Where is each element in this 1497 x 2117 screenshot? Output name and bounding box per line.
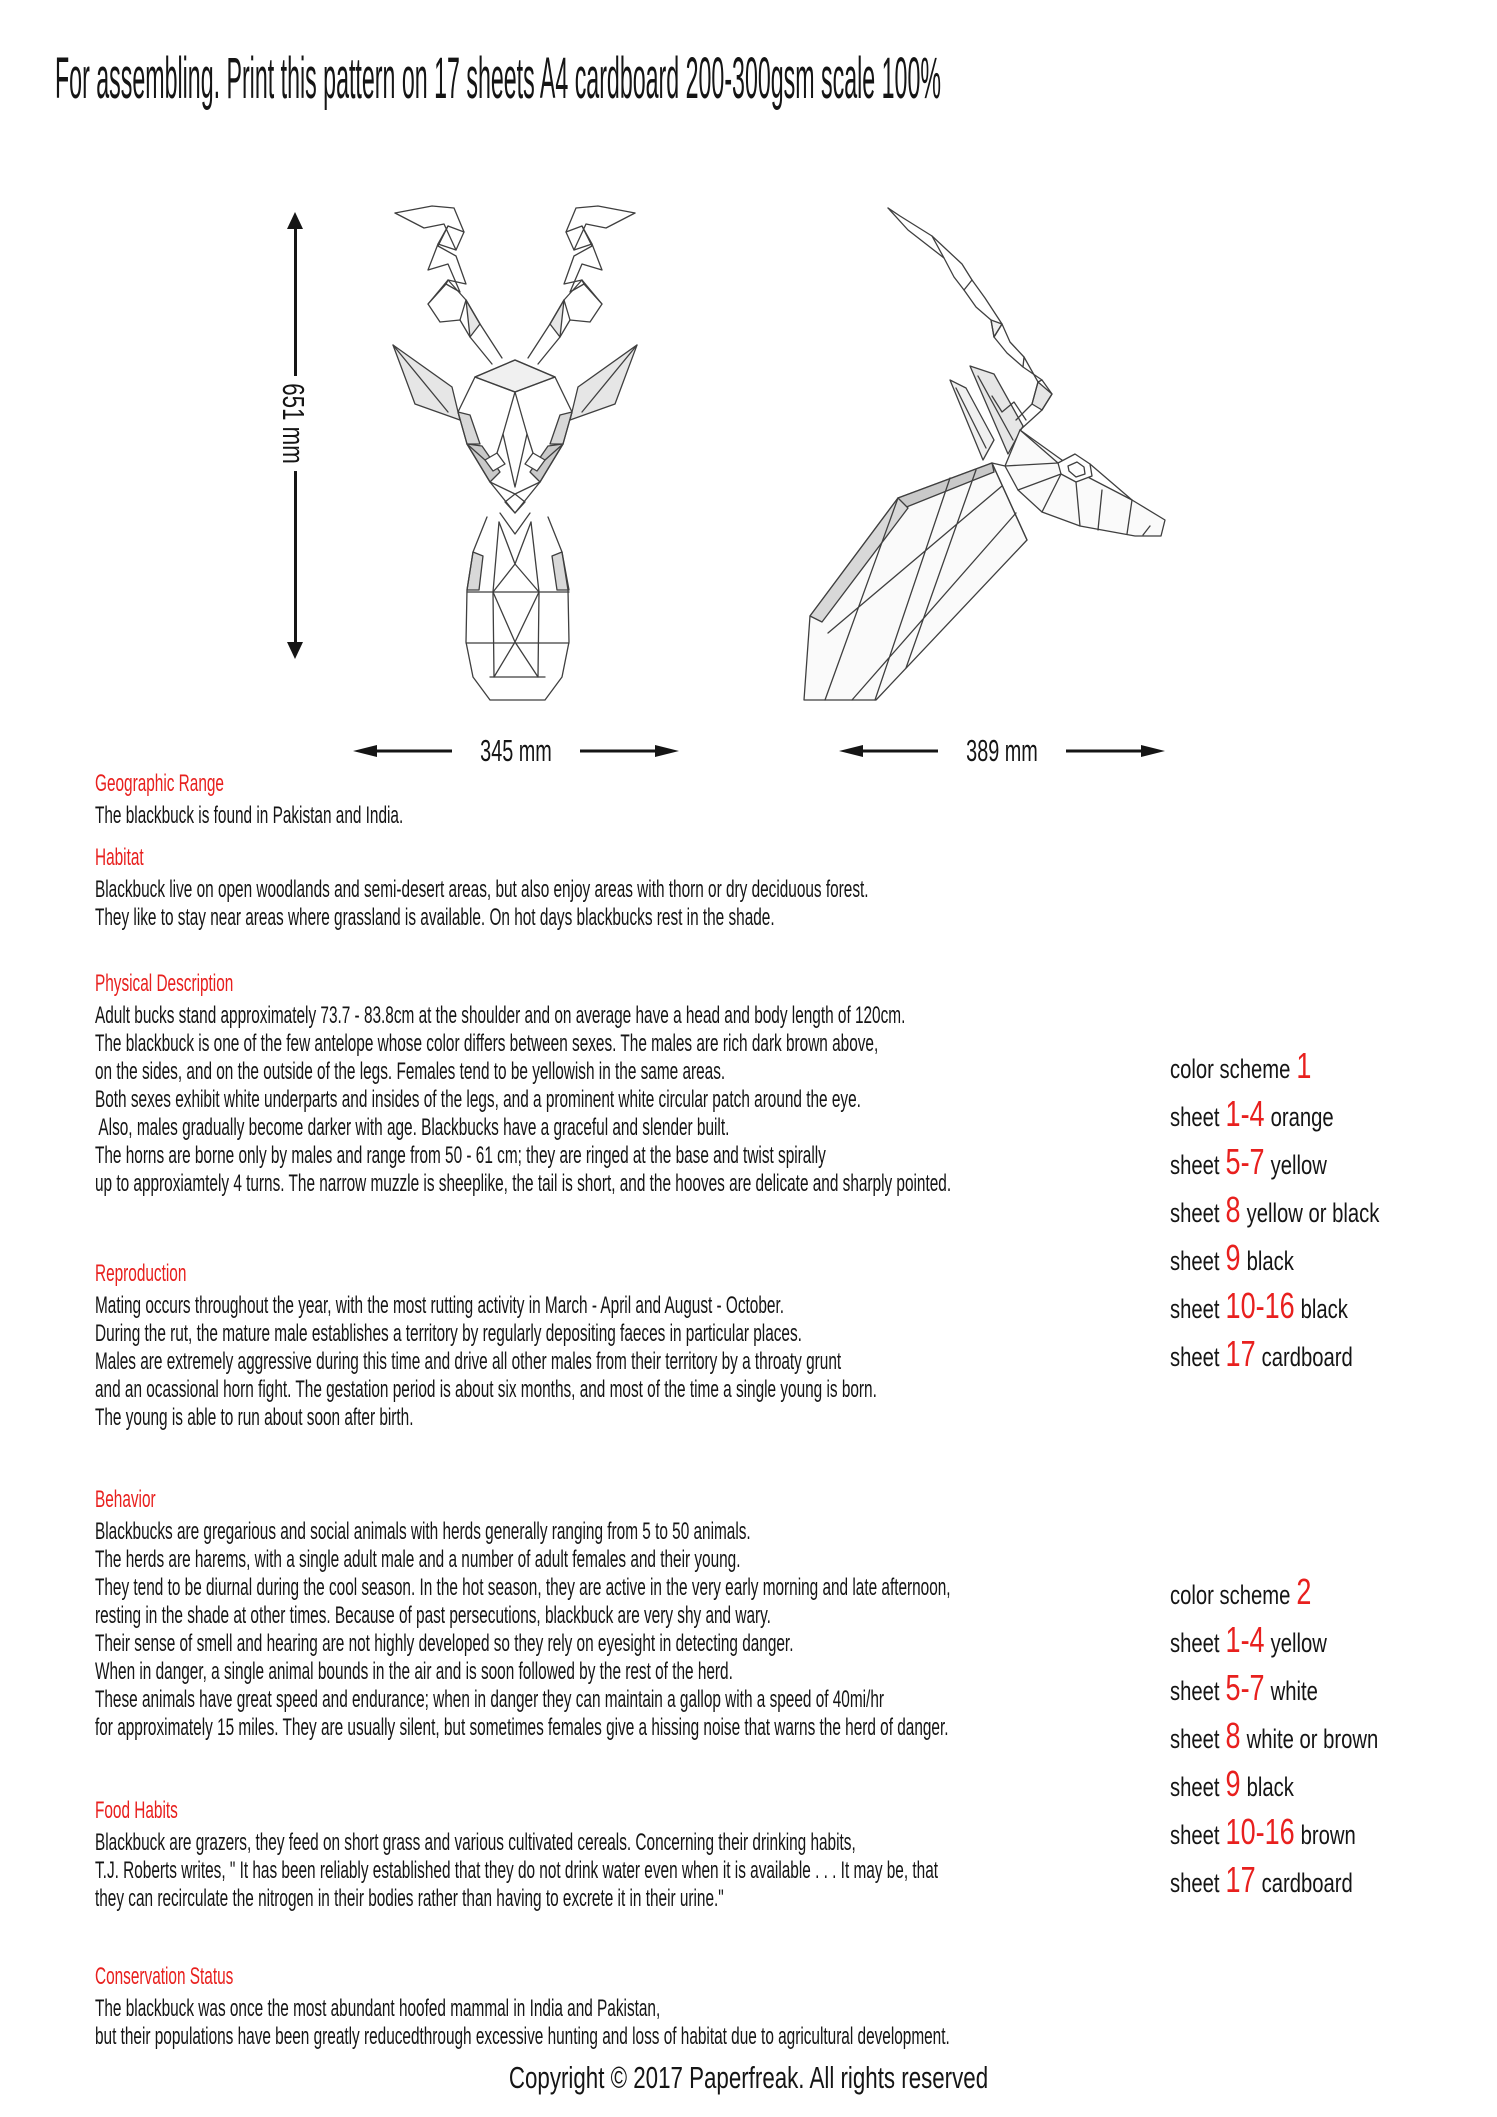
blackbuck-side-view-illustration bbox=[780, 168, 1190, 708]
color-scheme-row bbox=[1170, 1616, 1497, 1664]
section-text-line: The blackbuck is one of the few antelope whose color differs between sexes. The males are rich dark brown above, bbox=[95, 1030, 879, 1057]
sheet-number: 10-16 bbox=[1225, 1285, 1295, 1326]
color-scheme-title bbox=[1170, 1568, 1497, 1616]
info-section bbox=[95, 770, 1247, 830]
sheet-color-value: white or brown bbox=[1246, 1724, 1379, 1754]
copyright: Copyright © 2017 Paperfreak. All rights reserved bbox=[508, 2060, 989, 2095]
sheet-color-value: black bbox=[1246, 1246, 1294, 1276]
color-scheme-label: color scheme bbox=[1170, 1580, 1291, 1610]
section-text-line: During the rut, the mature male establishes a territory by regularly depositing faeces in particular places. bbox=[95, 1320, 802, 1347]
sheet-word: sheet bbox=[1170, 1342, 1220, 1372]
info-section bbox=[95, 1260, 1247, 1432]
sheet-word: sheet bbox=[1170, 1198, 1220, 1228]
section-text-line: Adult bucks stand approximately 73.7 - 83.8cm at the shoulder and on average have a head and body length of 120cm. bbox=[95, 1002, 906, 1029]
sheet-word: sheet bbox=[1170, 1772, 1220, 1802]
section-text-line: They like to stay near areas where grassland is available. On hot days blackbucks rest in the shade. bbox=[95, 904, 775, 931]
color-scheme-2 bbox=[1170, 1568, 1497, 1904]
front-width-dimension bbox=[352, 733, 680, 769]
section-text-line: When in danger, a single animal bounds in the air and is soon followed by the rest of the herd. bbox=[95, 1658, 733, 1685]
info-section bbox=[95, 1963, 1247, 2051]
section-text-line: Blackbuck are grazers, they feed on short grass and various cultivated cereals. Concerning their drinking habits, bbox=[95, 1829, 856, 1856]
sheet-number: 5-7 bbox=[1225, 1141, 1265, 1182]
arrow-up-icon bbox=[287, 212, 303, 229]
color-scheme-title bbox=[1170, 1042, 1497, 1090]
sheet-word: sheet bbox=[1170, 1676, 1220, 1706]
blackbuck-front-view-illustration bbox=[320, 172, 680, 702]
color-scheme-row bbox=[1170, 1712, 1497, 1760]
sheet-number: 1-4 bbox=[1225, 1093, 1265, 1134]
section-text-line: The herds are harems, with a single adult male and a number of adult females and their young. bbox=[95, 1546, 741, 1573]
info-section bbox=[95, 1797, 1247, 1913]
sheet-word: sheet bbox=[1170, 1868, 1220, 1898]
color-scheme-row bbox=[1170, 1330, 1497, 1378]
sheet-color-value: cardboard bbox=[1261, 1342, 1353, 1372]
sheet-word: sheet bbox=[1170, 1724, 1220, 1754]
color-scheme-row bbox=[1170, 1282, 1497, 1330]
color-scheme-row bbox=[1170, 1760, 1497, 1808]
section-text-line: Mating occurs throughout the year, with the most rutting activity in March - April and August - October. bbox=[95, 1292, 784, 1319]
color-scheme-label: color scheme bbox=[1170, 1054, 1291, 1084]
arrow-right-icon bbox=[1066, 742, 1166, 760]
sheet-word: sheet bbox=[1170, 1246, 1220, 1276]
height-dimension-label: 651 mm bbox=[272, 376, 314, 471]
section-text-line: for approximately 15 miles. They are usually silent, but sometimes females give a hissing noise that warns the herd of danger. bbox=[95, 1714, 949, 1741]
sheet-word: sheet bbox=[1170, 1102, 1220, 1132]
sheet-color-value: cardboard bbox=[1261, 1868, 1353, 1898]
color-scheme-row bbox=[1170, 1138, 1497, 1186]
section-text-line: they can recirculate the nitrogen in their bodies rather than having to excrete it in their urine." bbox=[95, 1885, 724, 1912]
info-sections bbox=[95, 770, 1247, 2051]
sheet-number: 5-7 bbox=[1225, 1667, 1265, 1708]
color-scheme-1 bbox=[1170, 1042, 1497, 1378]
section-text-line: and an ocassional horn fight. The gestation period is about six months, and most of the time a single young is born. bbox=[95, 1376, 877, 1403]
page-title: For assembling. Print this pattern on 17 sheets A4 cardboard 200-300gsm scale 100% bbox=[55, 46, 941, 111]
sheet-word: sheet bbox=[1170, 1294, 1220, 1324]
section-text-line: Males are extremely aggressive during this time and drive all other males from their territory by a throaty grunt bbox=[95, 1348, 842, 1375]
sheet-color-value: yellow bbox=[1270, 1628, 1327, 1658]
section-text-line: They tend to be diurnal during the cool season. In the hot season, they are active in the very early morning and late afternoon, bbox=[95, 1574, 951, 1601]
sheet-word: sheet bbox=[1170, 1820, 1220, 1850]
color-scheme-number: 2 bbox=[1296, 1571, 1312, 1612]
section-heading: Physical Description bbox=[95, 970, 234, 997]
color-scheme-row bbox=[1170, 1856, 1497, 1904]
arrow-right-icon bbox=[580, 742, 680, 760]
sheet-color-value: orange bbox=[1270, 1102, 1334, 1132]
sheet-color-value: black bbox=[1246, 1772, 1294, 1802]
front-width-label: 345 mm bbox=[480, 733, 552, 768]
section-text-line: Also, males gradually become darker with age. Blackbucks have a graceful and slender built. bbox=[95, 1114, 730, 1141]
section-text-line: Blackbucks are gregarious and social animals with herds generally ranging from 5 to 50 animals. bbox=[95, 1518, 751, 1545]
sheet-number: 8 bbox=[1225, 1715, 1241, 1756]
sheet-word: sheet bbox=[1170, 1628, 1220, 1658]
info-section bbox=[95, 844, 1247, 932]
section-heading: Conservation Status bbox=[95, 1963, 234, 1990]
section-text-line: on the sides, and on the outside of the legs. Females tend to be yellowish in the same areas. bbox=[95, 1058, 726, 1085]
color-scheme-row bbox=[1170, 1808, 1497, 1856]
section-text-line: The horns are borne only by males and range from 50 - 61 cm; they are ringed at the base and twist spirally bbox=[95, 1142, 826, 1169]
color-scheme-row bbox=[1170, 1234, 1497, 1282]
sheet-number: 17 bbox=[1225, 1859, 1256, 1900]
sheet-color-value: black bbox=[1300, 1294, 1348, 1324]
sheet-number: 8 bbox=[1225, 1189, 1241, 1230]
sheet-number: 17 bbox=[1225, 1333, 1256, 1374]
section-text-line: These animals have great speed and endurance; when in danger they can maintain a gallop with a speed of 40mi/hr bbox=[95, 1686, 884, 1713]
section-heading: Reproduction bbox=[95, 1260, 187, 1287]
info-section bbox=[95, 1486, 1247, 1742]
sheet-color-value: yellow or black bbox=[1246, 1198, 1380, 1228]
sheet-color-value: yellow bbox=[1270, 1150, 1327, 1180]
color-scheme-number: 1 bbox=[1296, 1045, 1312, 1086]
sheet-number: 9 bbox=[1225, 1237, 1241, 1278]
sheet-number: 10-16 bbox=[1225, 1811, 1295, 1852]
section-text-line: up to approxiamtely 4 turns. The narrow muzzle is sheeplike, the tail is short, and the hooves are delicate and sharply pointed. bbox=[95, 1170, 952, 1197]
side-width-label: 389 mm bbox=[966, 733, 1038, 768]
section-text-line: resting in the shade at other times. Because of past persecutions, blackbuck are very shy and wary. bbox=[95, 1602, 771, 1629]
sheet-number: 1-4 bbox=[1225, 1619, 1265, 1660]
arrow-left-icon bbox=[838, 742, 938, 760]
color-scheme-row bbox=[1170, 1186, 1497, 1234]
sheet-number: 9 bbox=[1225, 1763, 1241, 1804]
section-text-line: Both sexes exhibit white underparts and insides of the legs, and a prominent white circular patch around the eye. bbox=[95, 1086, 861, 1113]
section-heading: Geographic Range bbox=[95, 770, 224, 797]
section-text-line: The blackbuck is found in Pakistan and India. bbox=[95, 802, 404, 829]
section-heading: Habitat bbox=[95, 844, 144, 871]
section-text-line: Their sense of smell and hearing are not highly developed so they rely on eyesight in detecting danger. bbox=[95, 1630, 794, 1657]
section-heading: Behavior bbox=[95, 1486, 156, 1513]
sheet-color-value: white bbox=[1270, 1676, 1318, 1706]
section-text-line: but their populations have been greatly reducedthrough excessive hunting and loss of habitat due to agricultural development. bbox=[95, 2023, 950, 2050]
section-text-line: The young is able to run about soon after birth. bbox=[95, 1404, 414, 1431]
section-text-line: The blackbuck was once the most abundant hoofed mammal in India and Pakistan, bbox=[95, 1995, 661, 2022]
arrow-left-icon bbox=[352, 742, 452, 760]
side-width-dimension bbox=[838, 733, 1166, 769]
section-heading: Food Habits bbox=[95, 1797, 178, 1824]
arrow-down-icon bbox=[287, 642, 303, 659]
sheet-word: sheet bbox=[1170, 1150, 1220, 1180]
info-section bbox=[95, 970, 1247, 1198]
section-text-line: T.J. Roberts writes, " It has been reliably established that they do not drink water even when it is available . . . It may be, that bbox=[95, 1857, 938, 1884]
section-text-line: Blackbuck live on open woodlands and semi-desert areas, but also enjoy areas with thorn or dry deciduous forest. bbox=[95, 876, 869, 903]
color-scheme-row bbox=[1170, 1090, 1497, 1138]
color-scheme-row bbox=[1170, 1664, 1497, 1712]
sheet-color-value: brown bbox=[1300, 1820, 1356, 1850]
